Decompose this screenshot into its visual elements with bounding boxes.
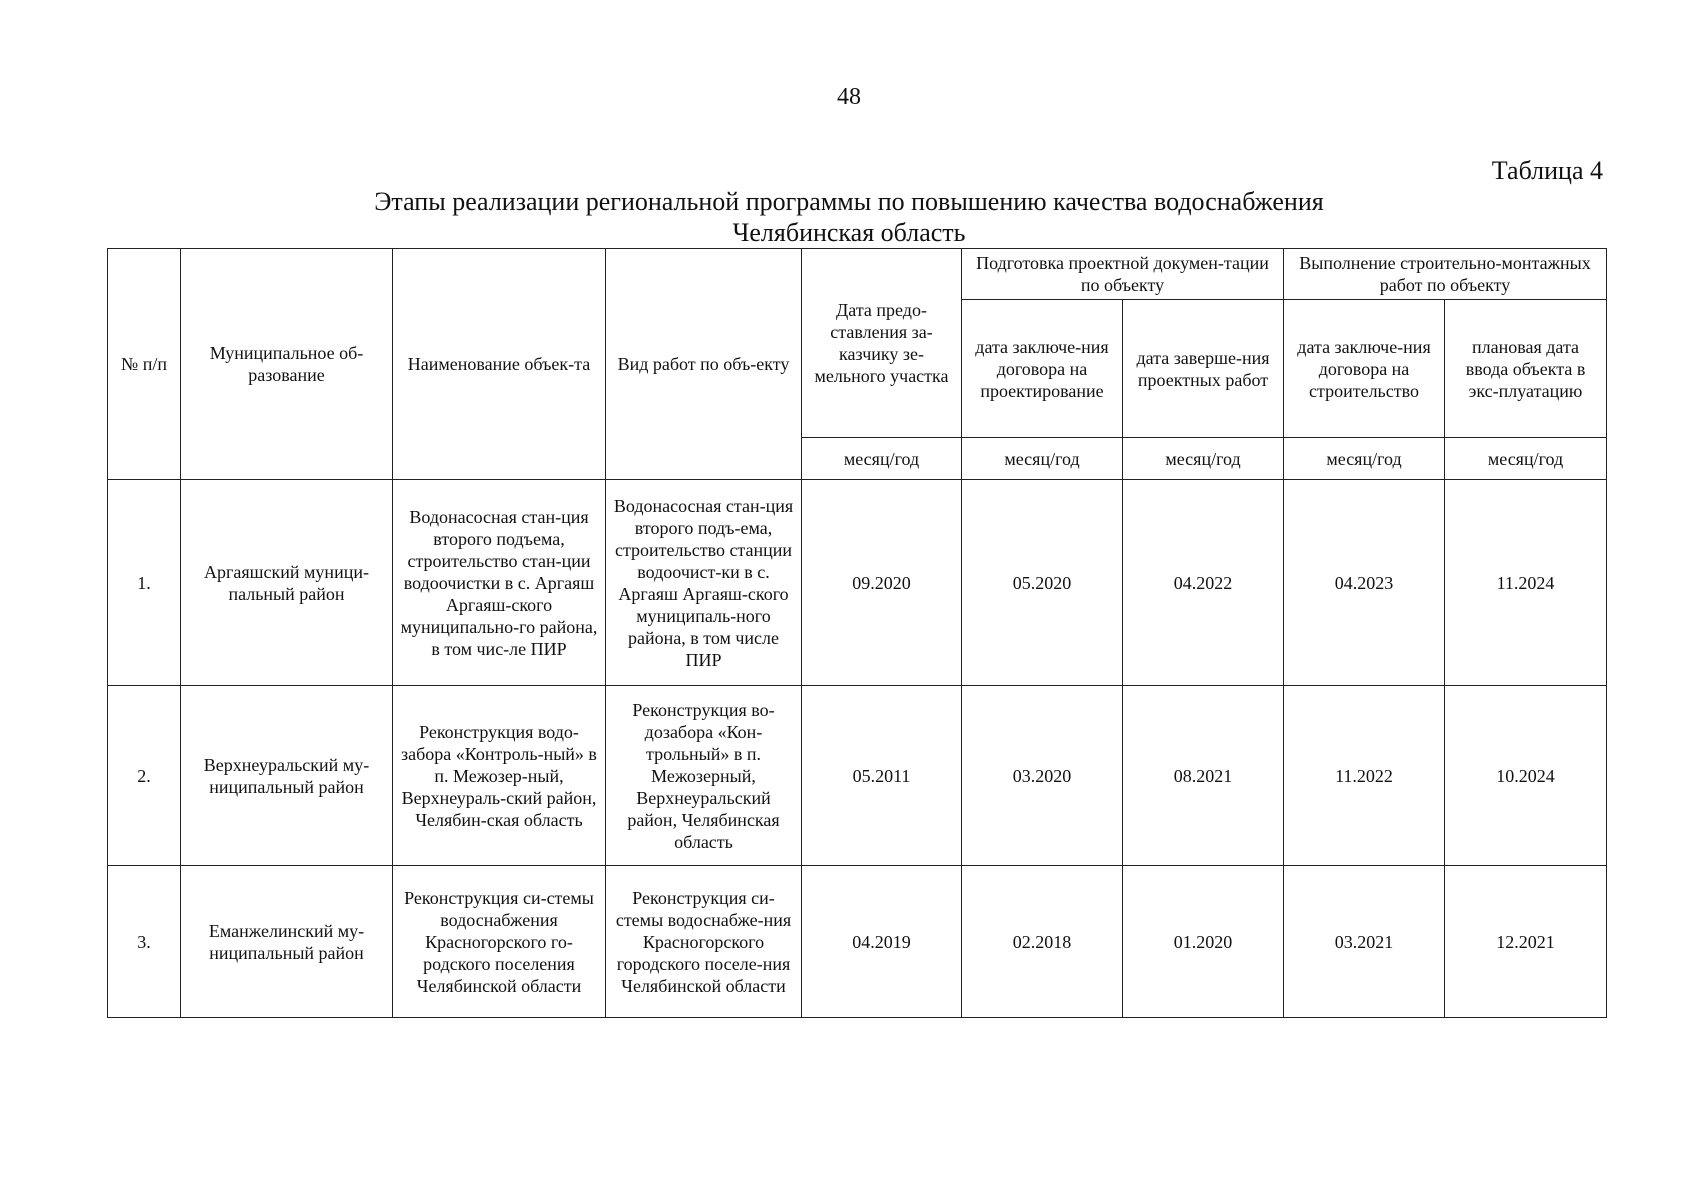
row-municipality: Аргаяшский муници-пальный район xyxy=(181,480,393,686)
row-design-completion-date: 01.2020 xyxy=(1123,866,1284,1018)
row-municipality: Верхнеуральский му-ниципальный район xyxy=(181,686,393,866)
header-municipality: Муниципальное об-разование xyxy=(181,249,393,480)
row-commissioning-date: 12.2021 xyxy=(1445,866,1607,1018)
row-commissioning-date: 11.2024 xyxy=(1445,480,1607,686)
row-construction-contract-date: 03.2021 xyxy=(1284,866,1445,1018)
table-label: Таблица 4 xyxy=(1491,156,1603,185)
row-commissioning-date: 10.2024 xyxy=(1445,686,1607,866)
header-num: № п/п xyxy=(108,249,181,480)
header-construction-contract-date: дата заключе-ния договора на строительство xyxy=(1284,300,1445,438)
unit-design-completion-date: месяц/год xyxy=(1123,438,1284,480)
row-work-type: Водонасосная стан-ция второго подъ-ема, строительство станции водоочист-ки в с. Аргаяш Аргаяш-ского муниципаль-ного района, в том числе ПИР xyxy=(606,480,802,686)
header-commissioning-date: плановая дата ввода объекта в экс-плуатацию xyxy=(1445,300,1607,438)
header-design-completion-date: дата заверше-ния проектных работ xyxy=(1123,300,1284,438)
row-work-type: Реконструкция во-дозабора «Кон-трольный» в п. Межозерный, Верхнеуральский район, Челябинская область xyxy=(606,686,802,866)
table-row xyxy=(108,866,1607,1018)
row-land-date: 09.2020 xyxy=(802,480,962,686)
row-work-type: Реконструкция си-стемы водоснабже-ния Красногорского городского поселе-ния Челябинской области xyxy=(606,866,802,1018)
stages-table xyxy=(107,248,1607,1018)
row-land-date: 05.2011 xyxy=(802,686,962,866)
header-design-contract-date: дата заключе-ния договора на проектирование xyxy=(962,300,1123,438)
unit-construction-contract-date: месяц/год xyxy=(1284,438,1445,480)
header-work-type: Вид работ по объ-екту xyxy=(606,249,802,480)
header-design-group: Подготовка проектной докумен-тации по объекту xyxy=(962,249,1284,300)
unit-land-date: месяц/год xyxy=(802,438,962,480)
table-row xyxy=(108,686,1607,866)
unit-design-contract-date: месяц/год xyxy=(962,438,1123,480)
row-design-completion-date: 08.2021 xyxy=(1123,686,1284,866)
row-object-name: Водонасосная стан-ция второго подъема, строительство стан-ции водоочистки в с. Аргаяш Аргаяш-ского муниципально-го района, в том чис-ле ПИР xyxy=(393,480,606,686)
header-object-name: Наименование объек-та xyxy=(393,249,606,480)
row-municipality: Еманжелинский му-ниципальный район xyxy=(181,866,393,1018)
document-title xyxy=(0,186,1698,248)
row-num: 3. xyxy=(108,866,181,1018)
title-line-1: Этапы реализации региональной программы по повышению качества водоснабжения xyxy=(374,187,1324,216)
table-row xyxy=(108,480,1607,686)
row-object-name: Реконструкция водо-забора «Контроль-ный» в п. Межозер-ный, Верхнеураль-ский район, Челябин-ская область xyxy=(393,686,606,866)
header-row-groups xyxy=(108,249,1607,300)
page-number: 48 xyxy=(837,84,861,110)
header-land-date: Дата предо-ставления за-казчику зе-мельного участка xyxy=(802,249,962,438)
row-construction-contract-date: 04.2023 xyxy=(1284,480,1445,686)
title-line-2: Челябинская область xyxy=(732,218,966,247)
row-num: 1. xyxy=(108,480,181,686)
row-design-contract-date: 05.2020 xyxy=(962,480,1123,686)
row-design-contract-date: 03.2020 xyxy=(962,686,1123,866)
row-object-name: Реконструкция си-стемы водоснабжения Красногорского го-родского поселения Челябинской области xyxy=(393,866,606,1018)
row-num: 2. xyxy=(108,686,181,866)
row-design-completion-date: 04.2022 xyxy=(1123,480,1284,686)
unit-commissioning-date: месяц/год xyxy=(1445,438,1607,480)
header-construction-group: Выполнение строительно-монтажных работ по объекту xyxy=(1284,249,1607,300)
row-construction-contract-date: 11.2022 xyxy=(1284,686,1445,866)
row-design-contract-date: 02.2018 xyxy=(962,866,1123,1018)
row-land-date: 04.2019 xyxy=(802,866,962,1018)
